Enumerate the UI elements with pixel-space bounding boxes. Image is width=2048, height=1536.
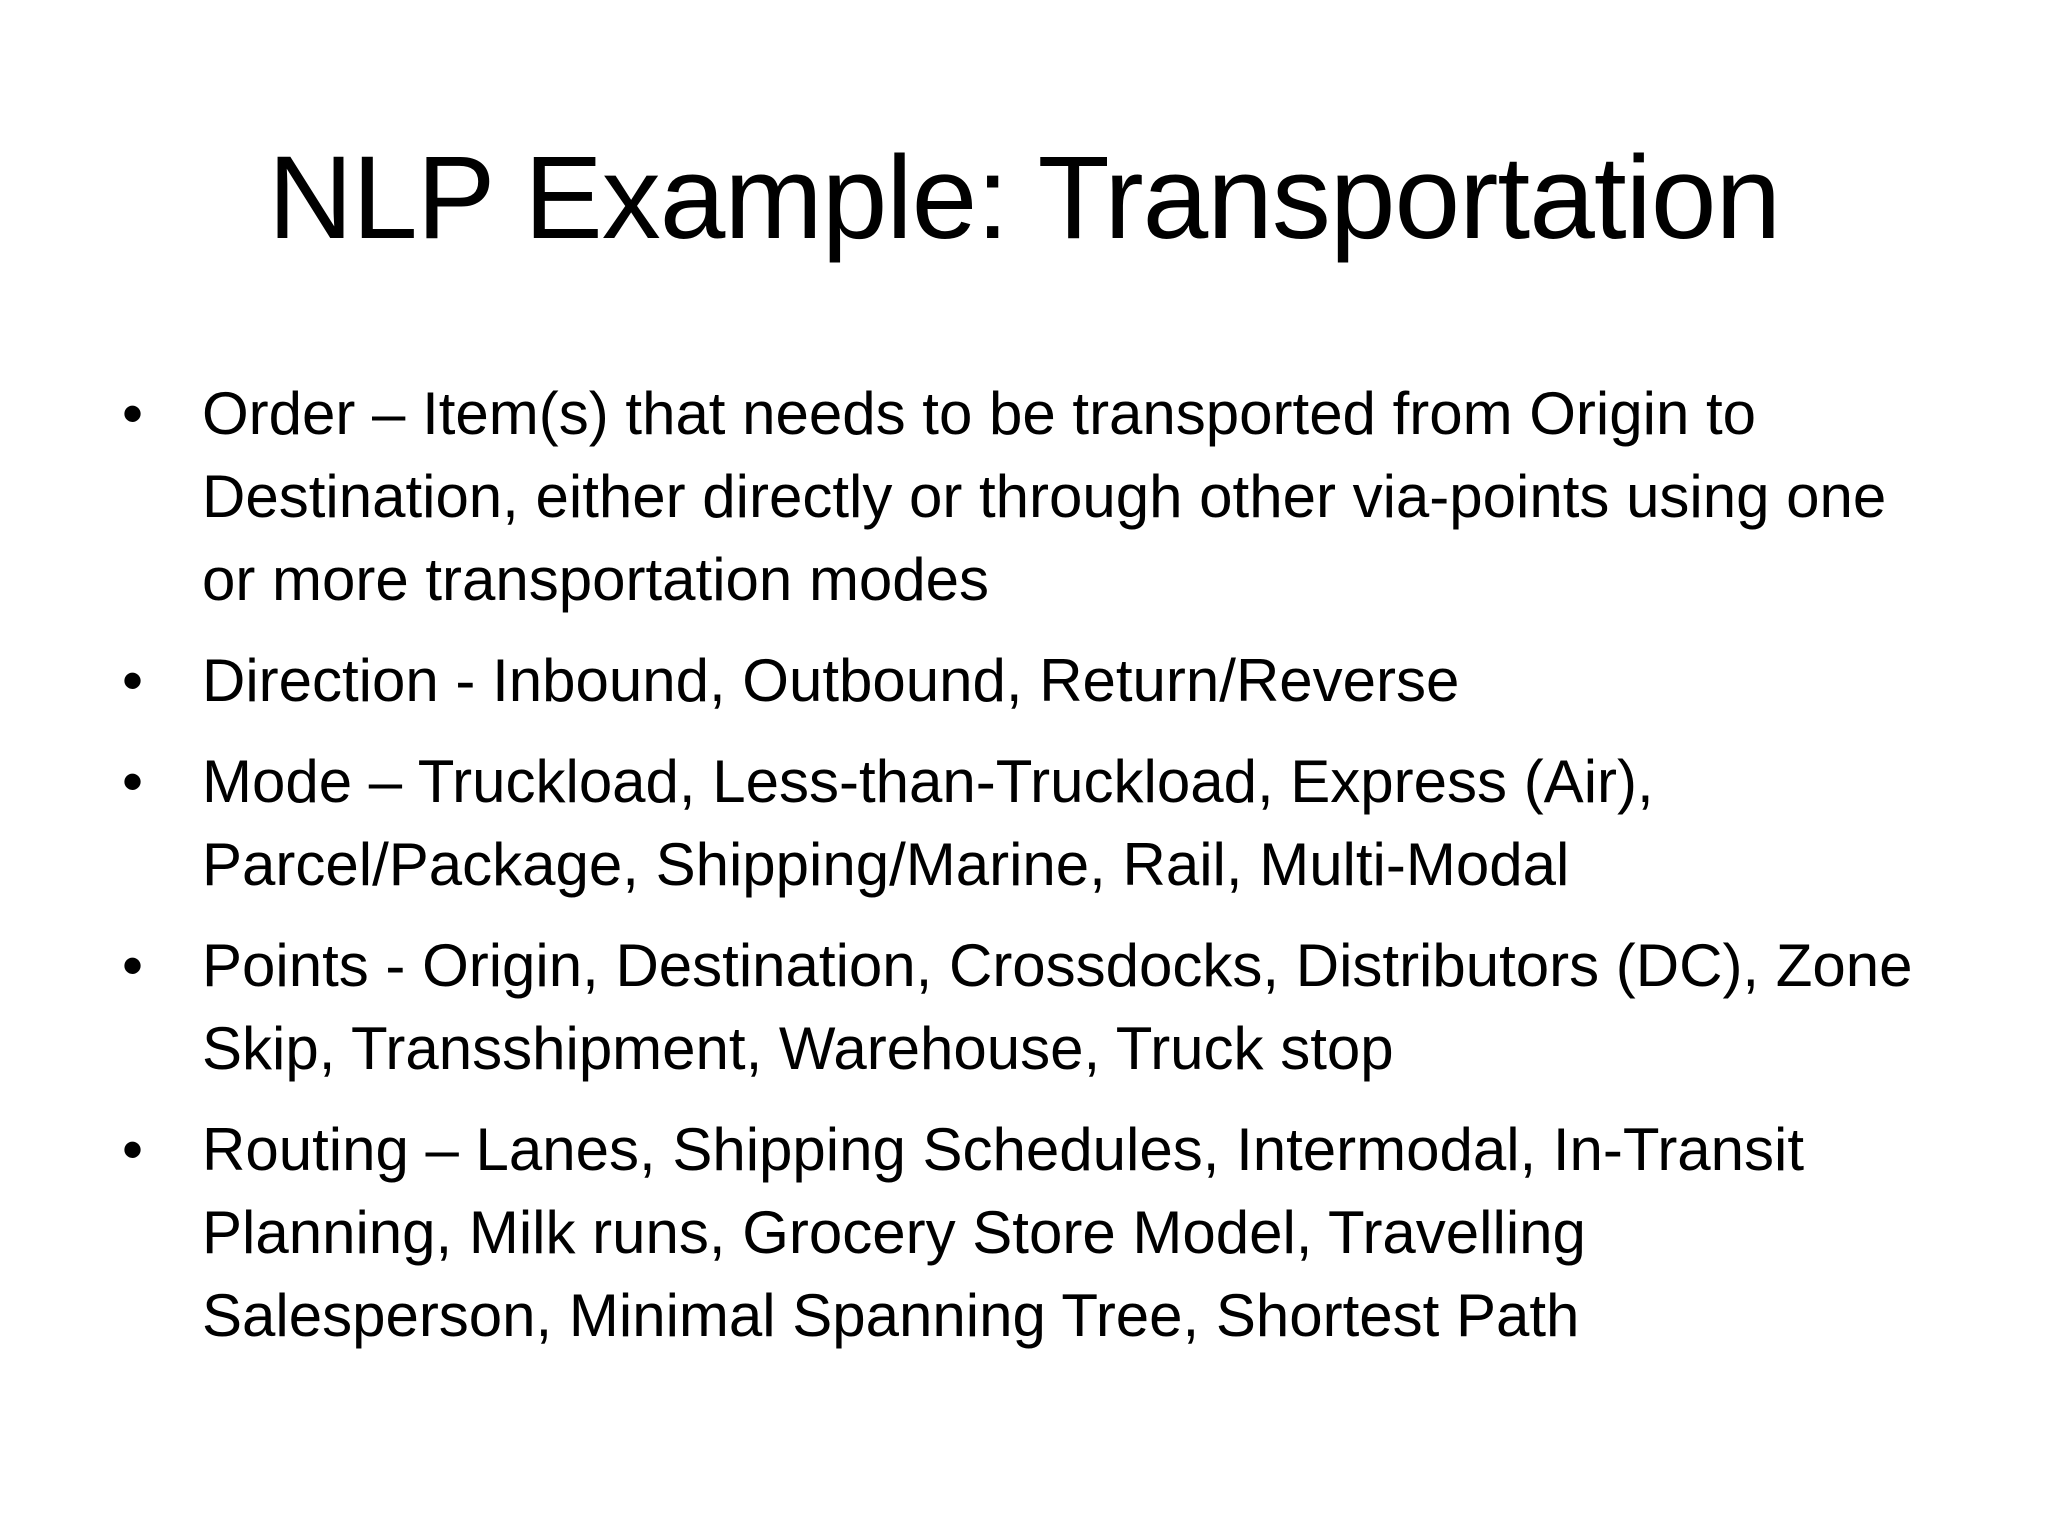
- bullet-list: [0, 372, 2048, 1375]
- bullet-text-mode: Mode – Truckload, Less-than-Truckload, Express (Air), Parcel/Package, Shipping/Marine, Rail, Multi-Modal: [202, 748, 1654, 898]
- bullet-dot-icon: •: [122, 380, 144, 447]
- bullet-item-direction: [0, 639, 2048, 722]
- bullet-item-order: [0, 372, 2048, 621]
- bullet-dot-icon: •: [122, 932, 144, 999]
- bullet-item-routing: [0, 1108, 2048, 1357]
- bullet-text-routing: Routing – Lanes, Shipping Schedules, Intermodal, In-Transit Planning, Milk runs, Grocery Store Model, Travelling Salesperson, Minimal Spanning Tree, Shortest Path: [202, 1116, 1805, 1349]
- bullet-item-mode: [0, 740, 2048, 906]
- bullet-text-order: Order – Item(s) that needs to be transported from Origin to Destination, either directly or through other via-points using one or more transportation modes: [202, 380, 1887, 613]
- bullet-text-direction: Direction - Inbound, Outbound, Return/Reverse: [202, 647, 1460, 714]
- bullet-dot-icon: •: [122, 647, 144, 714]
- bullet-text-points: Points - Origin, Destination, Crossdocks, Distributors (DC), Zone Skip, Transshipment, Warehouse, Truck stop: [202, 932, 1913, 1082]
- bullet-item-points: [0, 924, 2048, 1090]
- bullet-dot-icon: •: [122, 1116, 144, 1183]
- slide-title: NLP Example: Transportation: [267, 132, 1781, 264]
- bullet-dot-icon: •: [122, 748, 144, 815]
